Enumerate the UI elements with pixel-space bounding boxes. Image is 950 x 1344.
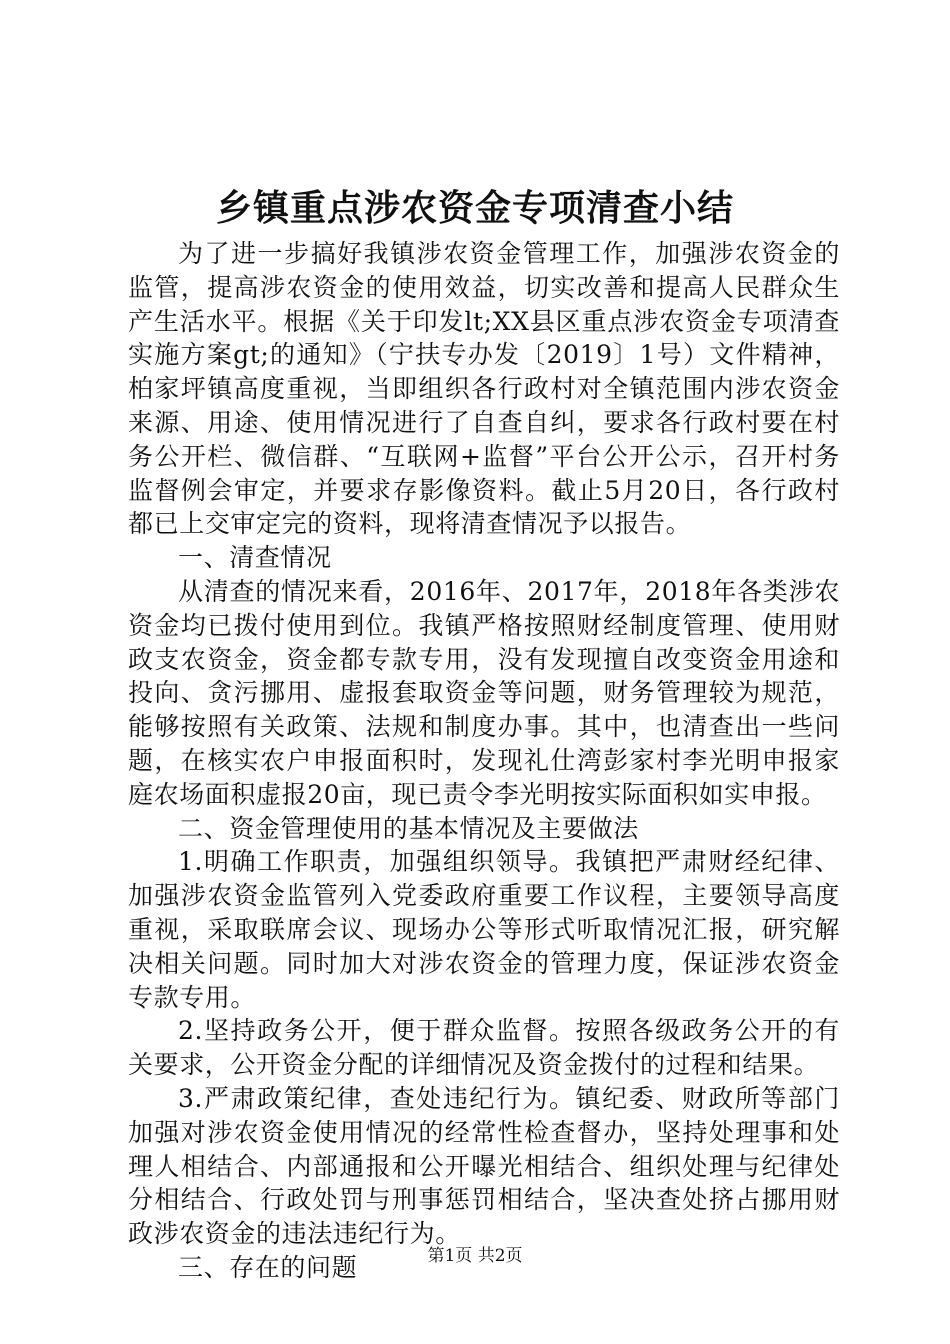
management-item-1: 1.明确工作职责，加强组织领导。我镇把严肃财经纪律、加强涉农资金监管列入党委政府重要工作议程，主要领导高度重视，采取联席会议、现场办公等形式听取情况汇报，研究解决相关问题。同时加大对涉农资金的管理力度，保证涉农资金专款专用。 (128, 847, 840, 1012)
section-heading-problems: 三、存在的问题 (178, 1252, 358, 1282)
section-heading-management: 二、资金管理使用的基本情况及主要做法 (178, 813, 639, 843)
section-heading-inspection: 一、清查情况 (178, 543, 332, 573)
management-item-3: 3.严肃政策纪律，查处违纪行为。镇纪委、财政所等部门加强对涉农资金使用情况的经常性检查督办，坚持处理事和处理人相结合、内部通报和公开曝光相结合、组织处理与纪律处分相结合、行政处罚与刑事惩罚相结合，坚决查处挤占挪用财政涉农资金的违法违纪行为。 (128, 1083, 840, 1249)
document-body (128, 237, 840, 1285)
page-number-footer: 第1页 共2页 (427, 1246, 523, 1266)
management-item-2: 2.坚持政务公开，便于群众监督。按照各级政务公开的有关要求，公开资金分配的详细情况及资金拨付的过程和结果。 (128, 1016, 840, 1080)
inspection-paragraph: 从清查的情况来看，2016年、2017年，2018年各类涉农资金均已拨付使用到位。我镇严格按照财经制度管理、使用财政支农资金，资金都专款专用，没有发现擅自改变资金用途和投向、贪污挪用、虚报套取资金等问题，财务管理较为规范，能够按照有关政策、法规和制度办事。其中，也清查出一些问题，在核实农户申报面积时，发现礼仕湾彭家村李光明申报家庭农场面积虚报20亩，现已责令李光明按实际面积如实申报。 (128, 576, 840, 809)
intro-paragraph: 为了进一步搞好我镇涉农资金管理工作，加强涉农资金的监管，提高涉农资金的使用效益，切实改善和提高人民群众生产生活水平。根据《关于印发lt;XX县区重点涉农资金专项清查实施方案gt;的通知》（宁扶专办发〔2019〕1号）文件精神，柏家坪镇高度重视，当即组织各行政村对全镇范围内涉农资金来源、用途、使用情况进行了自查自纠，要求各行政村要在村务公开栏、微信群、“互联网+监督”平台公开公示，召开村务监督例会审定，并要求存影像资料。截止5月20日，各行政村都已上交审定完的资料，现将清查情况予以报告。 (128, 239, 840, 539)
document-title: 乡镇重点涉农资金专项清查小结 (215, 187, 734, 229)
